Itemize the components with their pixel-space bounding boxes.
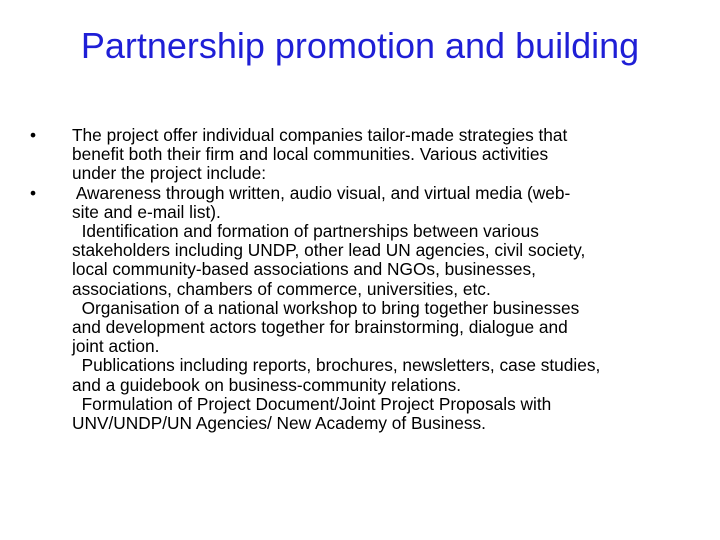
- bullet-2-line-6: associations, chambers of commerce, universities, etc.: [72, 278, 491, 299]
- bullet-marker: •: [30, 182, 37, 203]
- bullet-marker: •: [30, 125, 37, 145]
- bullet-2-line-9: joint action.: [72, 336, 160, 357]
- bullet-1: [30, 126, 690, 184]
- bullet-2-line-3: Identification and formation of partnerships between various: [72, 221, 539, 242]
- bullet-2-line-13: UNV/UNDP/UN Agencies/ New Academy of Business.: [72, 413, 486, 434]
- bullet-2-line-11: and a guidebook on business-community relations.: [72, 374, 462, 395]
- bullet-1-line-1: The project offer individual companies tailor-made strategies that: [72, 125, 568, 145]
- bullet-2: [30, 184, 690, 434]
- bullet-2-line-1: Awareness through written, audio visual, and virtual media (web-: [72, 182, 571, 203]
- bullet-1-line-2: benefit both their firm and local communities. Various activities: [72, 144, 549, 165]
- slide-title: Partnership promotion and building: [80, 25, 640, 66]
- bullet-2-line-4: stakeholders including UNDP, other lead UN agencies, civil society,: [72, 240, 586, 261]
- slide-body: [30, 126, 690, 433]
- bullet-2-line-12: Formulation of Project Document/Joint Project Proposals with: [72, 393, 552, 414]
- bullet-2-line-2: site and e-mail list).: [72, 201, 221, 222]
- bullet-2-line-5: local community-based associations and NGOs, businesses,: [72, 259, 536, 280]
- bullet-2-line-10: Publications including reports, brochures, newsletters, case studies,: [72, 355, 601, 376]
- bullet-2-line-8: and development actors together for brainstorming, dialogue and: [72, 317, 568, 338]
- bullet-2-line-7: Organisation of a national workshop to bring together businesses: [72, 297, 580, 318]
- bullet-1-line-3: under the project include:: [72, 163, 267, 184]
